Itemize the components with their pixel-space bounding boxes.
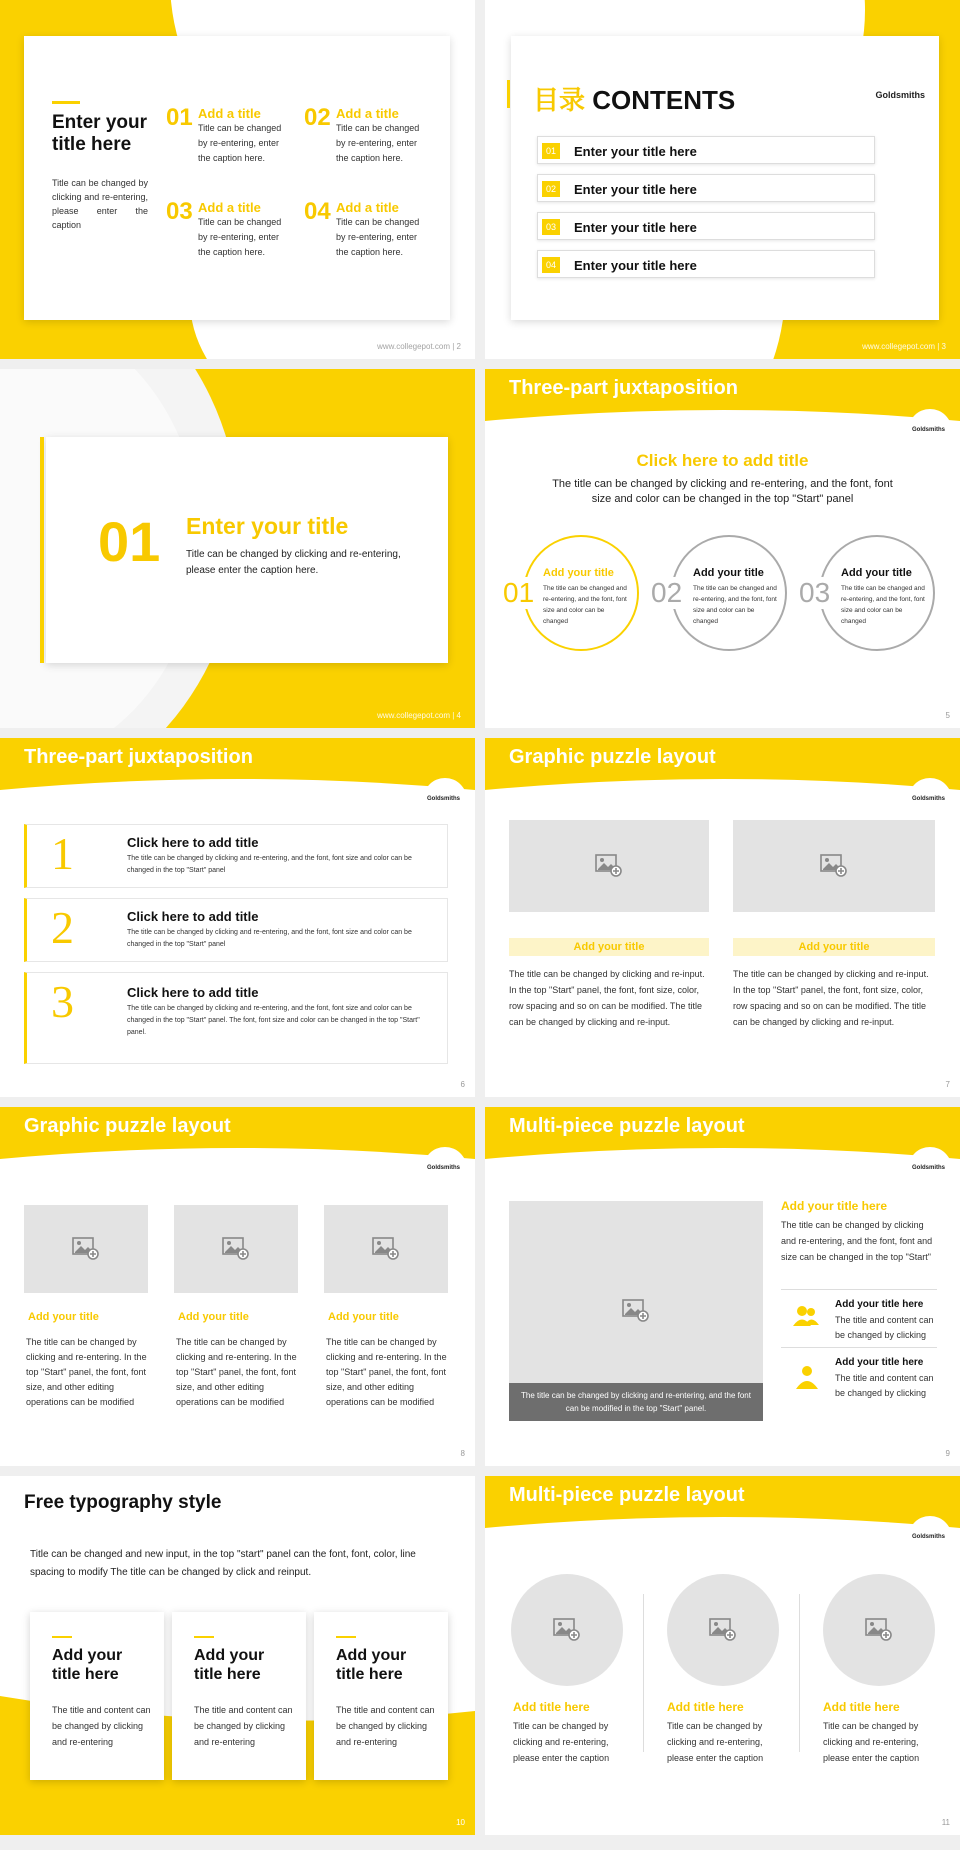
contents-card [511,36,939,320]
col-text: The title can be changed by clicking and re-input. In the top "Start" panel, the font, font size, color, row spacing and so on can be modified. The title can be changed by clicking and re-input. [509,969,705,1027]
slide-7[interactable] [485,738,960,1097]
image-placeholder[interactable] [324,1205,448,1293]
image-icon [372,1237,400,1261]
logo-badge: Goldsmiths [423,1147,467,1191]
slide-footer: www.collegepot.com | 4 [377,711,461,720]
image-placeholder[interactable] [667,1574,779,1686]
contents-item[interactable]: 03 Enter your title here [537,212,875,240]
side-text: The title can be changed by clicking and re-entering, and the font, font and size can be changed in the top "Start" [781,1220,933,1262]
image-placeholder[interactable] [823,1574,935,1686]
intro-text: Title can be changed and new input, in the top "start" panel can the font, font, color, line spacing to modify The title can be changed by click and reinput. [30,1549,416,1578]
page-number: 10 [456,1818,465,1827]
image-caption: The title can be changed by clicking and re-entering, and the font can be modified in the top "Start" panel. [509,1383,763,1421]
contents-title: 目录 CONTENTS [533,85,736,115]
logo-badge: Goldsmiths [908,409,952,453]
contents-list [537,136,875,278]
logo-badge: Goldsmiths [423,778,467,822]
slide-3[interactable] [485,0,960,359]
side-title: Add your title here [781,1199,888,1213]
slide-header: Free typography style [24,1492,222,1513]
logo: Goldsmiths [875,90,925,100]
slide-2[interactable] [0,0,475,359]
col-title: Add title here [667,1700,744,1714]
section-number: 01 [98,510,161,573]
slide-header: Three-part juxtaposition [509,377,738,399]
contents-item[interactable]: 01 Enter your title here [537,136,875,164]
card-desc: Title can be changed by clicking and re-entering, please enter the caption [52,178,148,230]
row-1: 1 Click here to add title The title can be changed by clicking and re-entering, and the font, font size and color can be changed in the top "Start" panel [24,824,448,888]
image-placeholder[interactable] [174,1205,298,1293]
person-icon [795,1365,819,1389]
circle-02: 02 Add your title The title can be changed and re-entering, and the font, font size and color can be changed [671,535,787,651]
contents-item[interactable]: 02 Enter your title here [537,174,875,202]
slide-11[interactable] [485,1476,960,1835]
slide-10[interactable] [0,1476,475,1835]
slide-6[interactable] [0,738,475,1097]
item-text: The title and content can be changed by clicking [835,1373,934,1398]
row-3: 3 Click here to add title The title can be changed by clicking and re-entering, and the font, font size and color can be changed in the top "Start" panel. The font, font size and color can be changed in the top "Start" panel. [24,972,448,1064]
image-icon [222,1237,250,1261]
col-text: Title can be changed by clicking and re-entering, please enter the caption [513,1721,610,1763]
slide-footer: www.collegepot.com | 3 [862,342,946,351]
people-icon [793,1305,819,1327]
page-number: 9 [945,1449,950,1458]
section-desc: Title can be changed by clicking and re-entering, please enter the caption here. [186,549,401,576]
col-title: Add your title [28,1311,99,1323]
page-number: 8 [460,1449,465,1458]
divider [799,1594,800,1752]
col-title: Add title here [823,1700,900,1714]
logo-badge: Goldsmiths [908,1147,952,1191]
slide-5[interactable] [485,369,960,728]
slide-title: Click here to add title [636,451,809,470]
col-text: The title can be changed by clicking and re-input. In the top "Start" panel, the font, font size, color, row spacing and so on can be modified. The title can be changed by clicking and re-input. [733,969,929,1027]
image-icon [709,1618,737,1642]
image-icon [820,854,848,878]
contents-item[interactable]: 04 Enter your title here [537,250,875,278]
slide-subtitle: The title can be changed by clicking and re-entering, and the font, font size and color can be changed in the top "Start" panel [552,478,893,505]
page-number: 11 [941,1818,950,1827]
image-icon [72,1237,100,1261]
logo-badge: Goldsmiths [908,1516,952,1560]
col-text: The title can be changed by clicking and re-entering. In the top "Start" panel, the font, font size, and other editing operations can be modified [176,1337,297,1407]
card: Add your title here The title and content can be changed by clicking and re-entering [314,1612,448,1780]
circle-01: 01 Add your title The title can be changed and re-entering, and the font, font size and color can be changed [523,535,639,651]
slide-header: Graphic puzzle layout [509,746,716,768]
col-text: The title can be changed by clicking and re-entering. In the top "Start" panel, the font, font size, and other editing operations can be modified [26,1337,147,1407]
slide-9[interactable] [485,1107,960,1466]
page-number: 5 [945,711,950,720]
col-title: Add your title [178,1311,249,1323]
item-title: Add your title here [835,1357,924,1368]
image-icon [595,854,623,878]
slide-8[interactable] [0,1107,475,1466]
content-card: Enter your title here Title can be changed by clicking and re-entering, please enter the caption 01 Add a title Title can be changed by re-entering, enter the caption here. 02 Add a title Title can be changed by re-entering, enter the caption here. 03 Add a title Title can be changed by re-entering, enter the caption here. 04 Add a title Title can be changed by re-entering, enter the caption here. [24,36,450,320]
image-icon [865,1618,893,1642]
image-placeholder[interactable] [24,1205,148,1293]
col-text: The title can be changed by clicking and re-entering. In the top "Start" panel, the font, font size, and other editing operations can be modified [326,1337,447,1407]
slide-header: Three-part juxtaposition [24,746,253,768]
image-icon [622,1299,650,1323]
page-number: 7 [945,1080,950,1089]
card: Add your title here The title and content can be changed by clicking and re-entering [172,1612,306,1780]
col-title: Add your title [509,938,709,956]
circle-03: 03 Add your title The title can be changed and re-entering, and the font, font size and color can be changed [819,535,935,651]
card: Add your title here The title and content can be changed by clicking and re-entering [30,1612,164,1780]
section-title: Enter your title [186,513,349,539]
section-card [46,437,448,663]
slide-header: Graphic puzzle layout [24,1115,231,1137]
slide-footer: www.collegepot.com | 2 [377,342,461,351]
col-title: Add your title [328,1311,399,1323]
card-title: Enter your title here [52,112,148,155]
image-icon [553,1618,581,1642]
image-placeholder[interactable] [511,1574,623,1686]
image-placeholder[interactable] [509,820,709,912]
slide-4[interactable] [0,369,475,728]
col-title: Add title here [513,1700,590,1714]
slide-header: Multi-piece puzzle layout [509,1115,745,1137]
divider [643,1594,644,1752]
col-text: Title can be changed by clicking and re-entering, please enter the caption [823,1721,920,1763]
logo-badge: Goldsmiths [908,778,952,822]
col-title: Add your title [733,938,935,956]
image-placeholder[interactable] [733,820,935,912]
item-text: The title and content can be changed by clicking [835,1315,934,1340]
page-number: 6 [460,1080,465,1089]
row-2: 2 Click here to add title The title can be changed by clicking and re-entering, and the font, font size and color can be changed in the top "Start" panel [24,898,448,962]
slide-header: Multi-piece puzzle layout [509,1484,745,1506]
col-text: Title can be changed by clicking and re-entering, please enter the caption [667,1721,764,1763]
item-title: Add your title here [835,1299,924,1310]
